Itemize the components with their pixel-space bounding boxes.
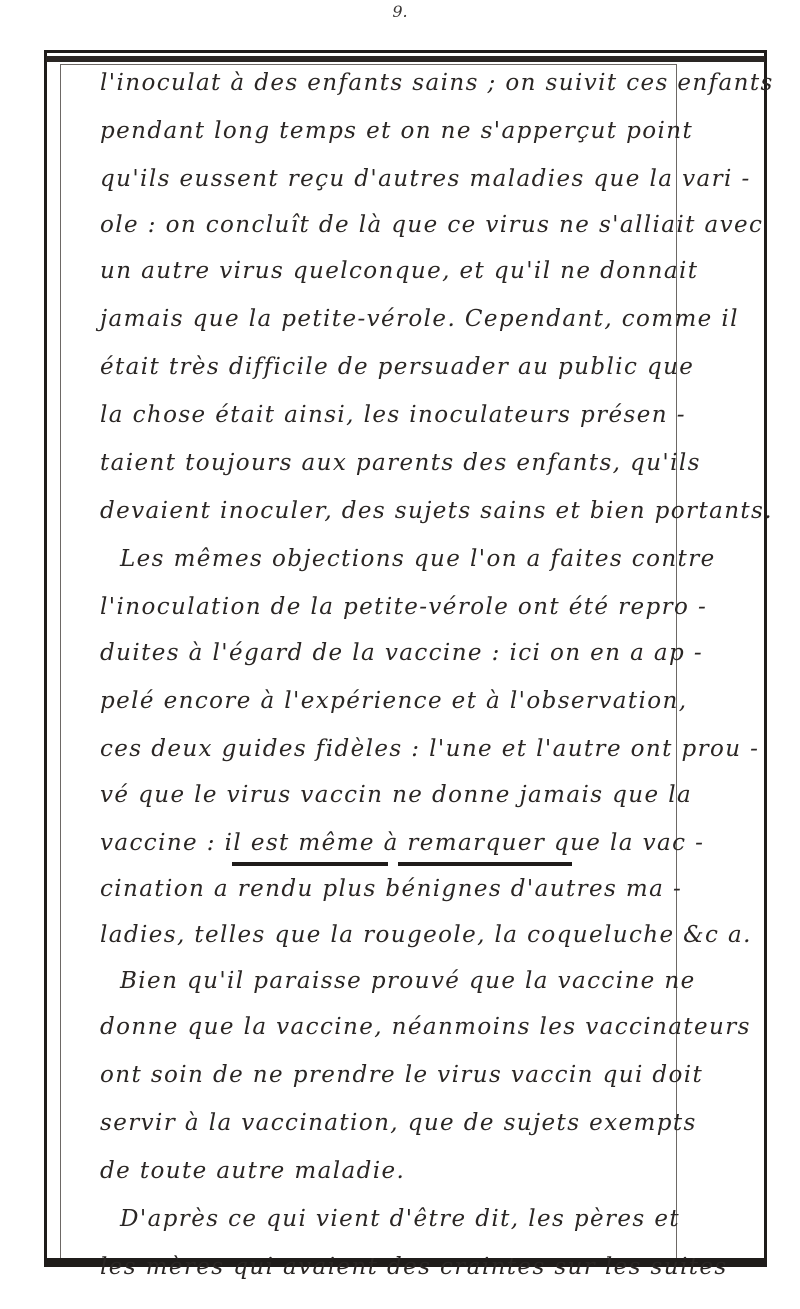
text-line: ont soin de ne prendre le virus vaccin qui doit	[100, 1062, 704, 1088]
text-line: cination a rendu plus bénignes d'autres ma -	[100, 876, 683, 902]
separator-stroke	[398, 862, 572, 866]
ink-rule-separator	[232, 862, 576, 866]
text-line: D'après ce qui vient d'être dit, les pères et	[120, 1206, 681, 1232]
text-line: les mères qui avaient des craintes sur les suites	[100, 1254, 728, 1280]
text-line: de toute autre maladie.	[100, 1158, 406, 1184]
text-line: qu'ils eussent reçu d'autres maladies que la vari -	[100, 166, 751, 192]
text-line: ole : on concluît de là que ce virus ne s'alliait avec	[100, 212, 764, 238]
text-line: pendant long temps et on ne s'apperçut point	[100, 118, 694, 144]
top-rule	[46, 56, 765, 62]
separator-stroke	[232, 862, 388, 866]
text-line: Bien qu'il paraisse prouvé que la vaccine ne	[120, 968, 696, 994]
text-line: la chose était ainsi, les inoculateurs présen -	[100, 402, 686, 428]
text-line: vaccine : il est même à remarquer que la vac -	[100, 830, 705, 856]
text-line: taient toujours aux parents des enfants, qu'ils	[100, 450, 701, 476]
text-line: vé que le virus vaccin ne donne jamais que la	[100, 782, 693, 808]
text-line: pelé encore à l'expérience et à l'observation,	[100, 688, 688, 714]
text-line: ces deux guides fidèles : l'une et l'autre ont prou -	[100, 736, 760, 762]
text-line: jamais que la petite-vérole. Cependant, comme il	[100, 306, 739, 332]
text-line: donne que la vaccine, néanmoins les vaccinateurs	[100, 1014, 751, 1040]
text-line: devaient inoculer, des sujets sains et bien portants.	[100, 498, 773, 524]
text-line: l'inoculat à des enfants sains ; on suivit ces enfants	[100, 70, 774, 96]
text-line: l'inoculation de la petite-vérole ont été repro -	[100, 594, 708, 620]
text-line: un autre virus quelconque, et qu'il ne donnait	[100, 258, 699, 284]
text-line: était très difficile de persuader au public que	[100, 354, 695, 380]
text-line: Les mêmes objections que l'on a faites contre	[120, 546, 716, 572]
text-line: servir à la vaccination, que de sujets exempts	[100, 1110, 697, 1136]
page-number: 9.	[392, 2, 408, 21]
text-line: duites à l'égard de la vaccine : ici on en a ap -	[100, 640, 704, 666]
text-line: ladies, telles que la rougeole, la coqueluche &c a.	[100, 922, 752, 948]
